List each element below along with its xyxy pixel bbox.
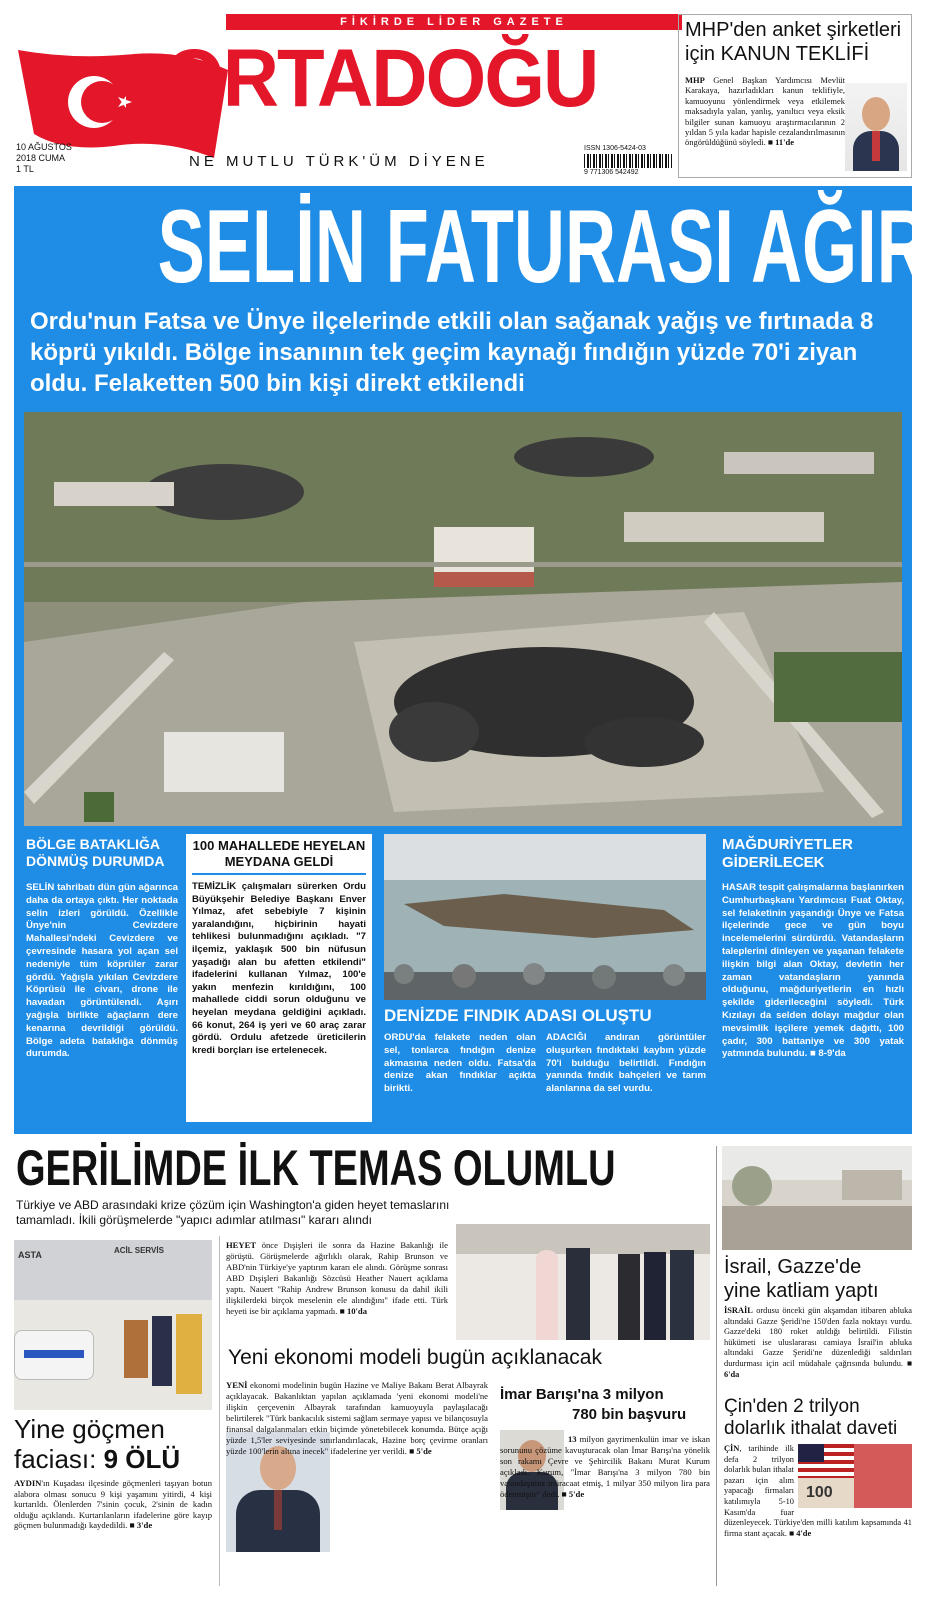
col4-title: MAĞDURİYETLER GİDERİLECEK: [722, 836, 853, 871]
col1-text: SELİN tahribatı dün gün ağarınca daha da ortaya çıktı. Her noktada selin izleri görüldü. Özellikle Ünye'nin Cevizdere Mahallesi'ndeki Cevizdere ve çevresinde hasara yol açan sel nedeniyle tüm köprüler zarar gördü. Yağışla yıkılan Cevizdere Köprüsü ile civarı, drone ile havadan görüntülendi. Aşırı yağışla birlikte ağaçların dere kenarına devrildiği görüldü. Bölge adeta bataklığa dönmüş durumda.: [26, 882, 178, 1060]
delegation-photo: [456, 1224, 710, 1340]
israel-title-1: İsrail, Gazze'de: [724, 1256, 862, 1278]
date-line-1: 10 AĞUSTOS: [16, 142, 72, 152]
china-text: ÇİN, tarihinde ilk defa 2 trilyon dolarlık bulan ithalat pazarı için alım yapacağı firmaları katılımıyla 5-10 Kasım'da fuar düzenleyecek. Türkiye'den milli katılım kapsamında 41 firma stant açacak. ■ 4'de: [724, 1444, 912, 1538]
economy-headline: Yeni ekonomi modeli bugün açıklanacak: [228, 1346, 602, 1369]
hospital-sign: ASTA: [18, 1250, 42, 1260]
hospital-sign-2: ACİL SERVİS: [114, 1246, 164, 1255]
hazelnut-sea-photo: [384, 834, 706, 1000]
china-title-1: Çin'den 2 trilyon: [724, 1396, 860, 1417]
flood-aerial-photo: [24, 412, 902, 826]
israel-text: İSRAİL ordusu önceki gün akşamdan itibaren abluka altındaki Gazze Şeridi'ne 150'den fazla noktayı vurdu. Gazze'deki 180 roket atıldığı belirtildi. Filistin hükümeti ise uluslararası camiaya İsrail'in abluka altındaki Gazze Şeridi'ne düzenlediği saldırıları durdurması için acil müdahale çağrısında bulundu. ■ 6'da: [724, 1306, 912, 1379]
col2-box: [186, 834, 372, 1122]
gaza-rubble-photo: [722, 1146, 912, 1250]
col3-left-text: ORDU'da felakete neden olan sel, tonlarca fındığın denize akmasına neden oldu. Fatsa'da denize akan fındıklar açıkta birikti.: [384, 1032, 536, 1095]
migrant-text: AYDIN'ın Kuşadası ilçesinde göçmenleri taşıyan botun alabora olması sonucu 9 kişi yaşamını yitirdi, 4 kişi kurtarıldı. Ölenlerden 7'sinin çocuk, 2'sinin de kadın olduğu açıklandı. Kurtarılanların ifadelerine göre kayıp göçmen bulunmadığı kaydedildi. ■ 3'de: [14, 1478, 212, 1531]
divider-right: [716, 1146, 717, 1586]
top-news-title-1: MHP'den anket şirketleri: [685, 19, 902, 41]
migrant-photo: [14, 1240, 212, 1410]
death-count: 9 ÖLÜ: [103, 1444, 181, 1474]
china-title-2: dolarlık ithalat daveti: [724, 1418, 898, 1439]
masthead-name: ORTADOĞU: [164, 33, 598, 124]
second-headline: GERİLİMDE İLK TEMAS OLUMLU: [16, 1140, 616, 1196]
date-line-2: 2018 CUMA: [16, 153, 66, 163]
col2-text: TEMİZLİK çalışmaları sürerken Ordu Büyükşehir Belediye Başkanı Enver Yılmaz, afet sebebiyle 7 kişinin yaralandığını, hiçbirinin hayati tehlikesi bulunmadığını açıkladı. "7 ilçemiz, yaklaşık 500 bin nüfusun yaşadığı alan bu afetten etkilendi" ifadelerini kullanan Yılmaz, 100'e yakın menfezin kırıldığını, 100 mahallede ciddi sorun olduğunu ve heyelan meydana geldiğini açıkladı. 66 konut, 264 iş yeri ve 60 araç zarar gördü. Ordulu afetzede üreticilerin kredi borçları ise ertelenecek.: [192, 881, 366, 1056]
price: 1 TL: [16, 164, 34, 174]
masthead-motto: NE MUTLU TÜRK'ÜM DİYENE: [189, 153, 489, 170]
masthead-tagline: FİKİRDE LİDER GAZETE: [226, 14, 682, 30]
second-subhead: Türkiye ve ABD arasındaki krize çözüm için Washington'a giden heyet temaslarını tamamladı. İkili görüşmelerde "yapıcı adımlar atılması" kararı alındı: [16, 1198, 450, 1227]
divider-left: [219, 1236, 220, 1586]
barcode-number: 9 771306 542492: [584, 169, 639, 176]
top-news-text: MHP Genel Başkan Yardımcısı Mevlüt Karakaya, hazırladıkları kanun teklifiyle, kamuoyunu yönlendirmek veya etkilemek maksadıyla yalan, yanlış, yanıltıcı veya eksik bilgiler sunan kamuoyu araştırmacılarının 2 yıldan 5 yıla kadar hapisle cezalandırılmasının öngörüldüğünü söyledi. ■ 11'de: [685, 75, 845, 148]
migrant-title-1: Yine göçmen: [14, 1414, 165, 1444]
masthead: [14, 10, 674, 180]
mevlut-karakaya-photo: [845, 83, 907, 171]
main-story-block: [14, 186, 928, 1134]
barcode: [584, 154, 672, 168]
col3-right-text: ADACIĞI andıran görüntüler oluşurken fındıktaki kaybın yüzde 70'i bulduğu belirtildi. Fındığın yanında fındık bahçeleri ve tarım alanlarına da sel vurdu.: [546, 1032, 706, 1095]
imar-text: 13 milyon gayrimenkulün imar ve iskan sorununu çözüme kavuşturacak olan İmar Barışı'na yönelik son rakamı Çevre ve Şehircilik Bakanı Murat Kurum açıkladı. Kurum, "İmar Barışı'na 3 milyon 780 bin vatandaşımız müracaat etmiş, 1 milyar 350 milyon lira para ödenmiştir" dedi. ■ 5'de: [500, 1434, 710, 1499]
col1-title: BÖLGE BATAKLIĞA DÖNMÜŞ DURUMDA: [26, 836, 165, 869]
imar-headline-1: İmar Barışı'na 3 milyon: [500, 1386, 664, 1403]
top-news-title-2: için KANUN TEKLİFİ: [685, 43, 870, 65]
issn: ISSN 1306-5424-03: [584, 145, 646, 152]
israel-title-2: yine katliam yaptı: [724, 1280, 879, 1302]
migrant-title-2: faciası: 9 ÖLÜ: [14, 1444, 181, 1474]
col2-title: 100 MAHALLEDE HEYELAN MEYDANA GELDİ: [192, 838, 366, 875]
banknote-value: 100: [806, 1484, 833, 1501]
main-subhead: Ordu'nun Fatsa ve Ünye ilçelerinde etkili olan sağanak yağış ve fırtınada 8 köprü yıkıldı. Bölge insanının tek geçim kaynağı fındığın yüzde 70'i ziyan oldu. Felaketten 500 bin kişi direkt etkilendi: [30, 308, 874, 397]
imar-headline-2: 780 bin başvuru: [572, 1406, 687, 1423]
col4-text: HASAR tespit çalışmalarına başlanırken Cumhurbaşkanı Yardımcısı Fuat Oktay, sel felaketinin yaşandığı Ünye ve Fatsa ilçelerinde gece ve gün boyu incelemelerini sürdürdü. Vatandaşların taleplerini dinleyen ve yaşanan felakete ilişkin bilgi alan Oktay, devletin her zaman vatandaşların yanında olduğunu, mağduriyetlerin en hızlı şekilde giderileceğini söyledi. Türk Kızılayı da selden dolayı mağdur olan mevsimlik işçilere yemek dağıttı, 100 çadır, 300 battaniye ve 300 yatak yatmında bulundu. ■ 8-9'da: [722, 882, 904, 1060]
second-story-text: HEYET önce Dışişleri ile sonra da Hazine Bakanlığı ile görüştü. Görüşmelerde ağırlıklı olarak, Rahip Brunson ve ABD'nin Türkiye'ye yaptırım kararı ele alındı. Görüşme sonrası ABD Dışişleri Bakanlığı Sözcüsü Heather Nauert açıklama yaptı. Nauert "Rahip Andrew Brunson konusu da dahil ikili ilişkilerdeki birçok meselenin ele alındığını" ifade etti. Türk heyeti ise bir açıklama yapmadı. ■ 10'da: [226, 1240, 448, 1316]
col3-title: DENİZDE FINDIK ADASI OLUŞTU: [384, 1006, 652, 1025]
economy-text: YENİ ekonomi modelinin bugün Hazine ve Maliye Bakanı Berat Albayrak açıklayacak. Bakanlıktan yapılan açıklamada 'yeni ekonomi modeli'ne ilişkin çerçevenin Albayrak tarafından kamuoyuyla paylaşılacağı belirtilerek "Türk bankacılık sistemi sağlam sermaye yapısı ve bilançosuyla finansal dalgalanmaları etkin biçimde yönetebilecek konumda. Bütçe açığı yüzde 1,5'ler seviyesinde sınırlandırılacak, Hazine borç çevirme oranları yüzde 100'lerin altına inecek" ifadelerine yer verildi. ■ 5'de: [226, 1380, 488, 1456]
main-headline: SELİN FATURASI AĞIR: [157, 189, 928, 305]
top-news-box: [678, 14, 912, 178]
